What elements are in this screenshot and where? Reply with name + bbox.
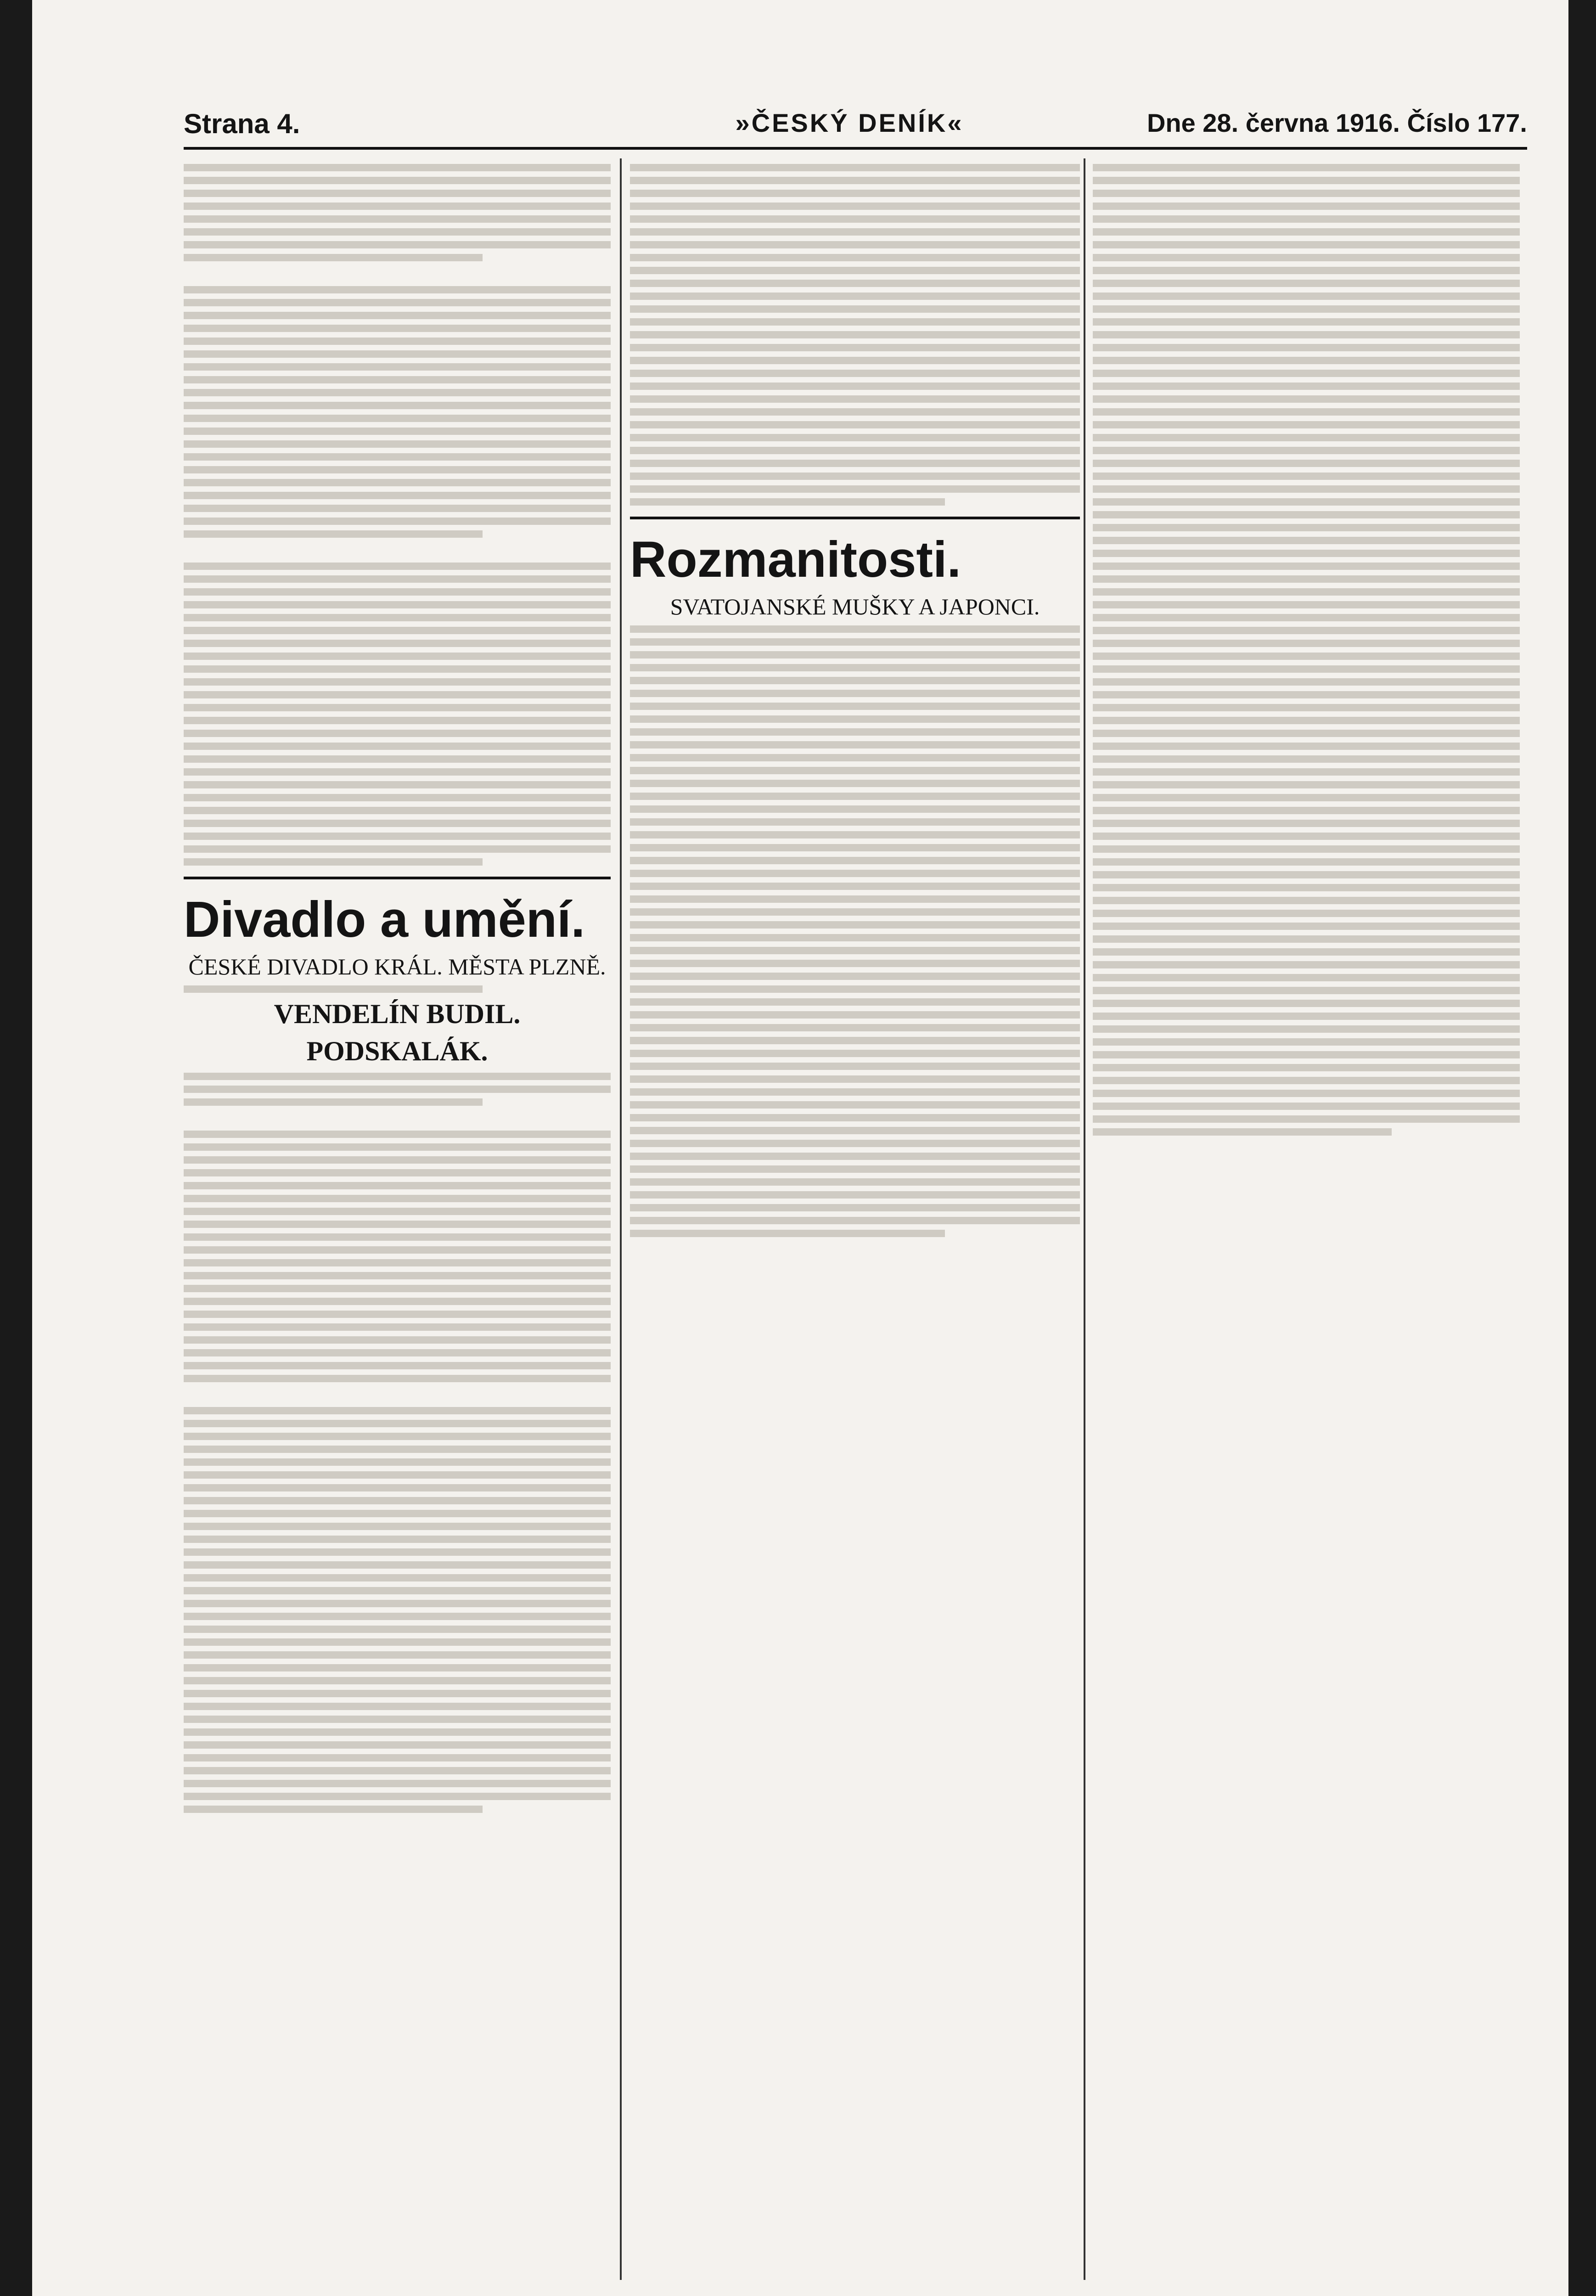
column-3-text xyxy=(1093,164,1520,1136)
article-svatojanske xyxy=(630,625,1080,1237)
theatre-news xyxy=(184,1131,611,1813)
article-heading-svatojanske: SVATOJANSKÉ MUŠKY A JAPONCI. xyxy=(670,594,1040,619)
date-issue: Dne 28. června 1916. Číslo 177. xyxy=(1146,108,1527,137)
column-divider-2 xyxy=(1084,158,1085,2280)
section-rule-2 xyxy=(630,517,1080,519)
page-header xyxy=(184,103,1527,154)
theatre-name: ČESKÉ DIVADLO KRÁL. MĚSTA PLZNĚ. xyxy=(188,954,606,979)
header-rule xyxy=(184,147,1527,150)
page-number: Strana 4. xyxy=(184,108,300,139)
section-rule xyxy=(184,877,611,879)
column-3 xyxy=(1093,158,1520,2294)
play-title: PODSKALÁK. xyxy=(306,1036,488,1066)
news-block-1 xyxy=(184,164,611,866)
performer: VENDELÍN BUDIL. xyxy=(274,999,521,1029)
column-2 xyxy=(630,158,1080,2294)
section-heading-rozmanitosti: Rozmanitosti. xyxy=(630,531,961,588)
masthead: »ČESKÝ DENÍK« xyxy=(735,108,964,137)
scan-border-left xyxy=(0,0,32,2296)
section-heading-divadlo: Divadlo a umění. xyxy=(184,891,585,948)
column-1 xyxy=(184,158,611,2294)
column-divider-1 xyxy=(620,158,622,2280)
opera-news xyxy=(630,164,1080,506)
scan-border-right xyxy=(1568,0,1596,2296)
